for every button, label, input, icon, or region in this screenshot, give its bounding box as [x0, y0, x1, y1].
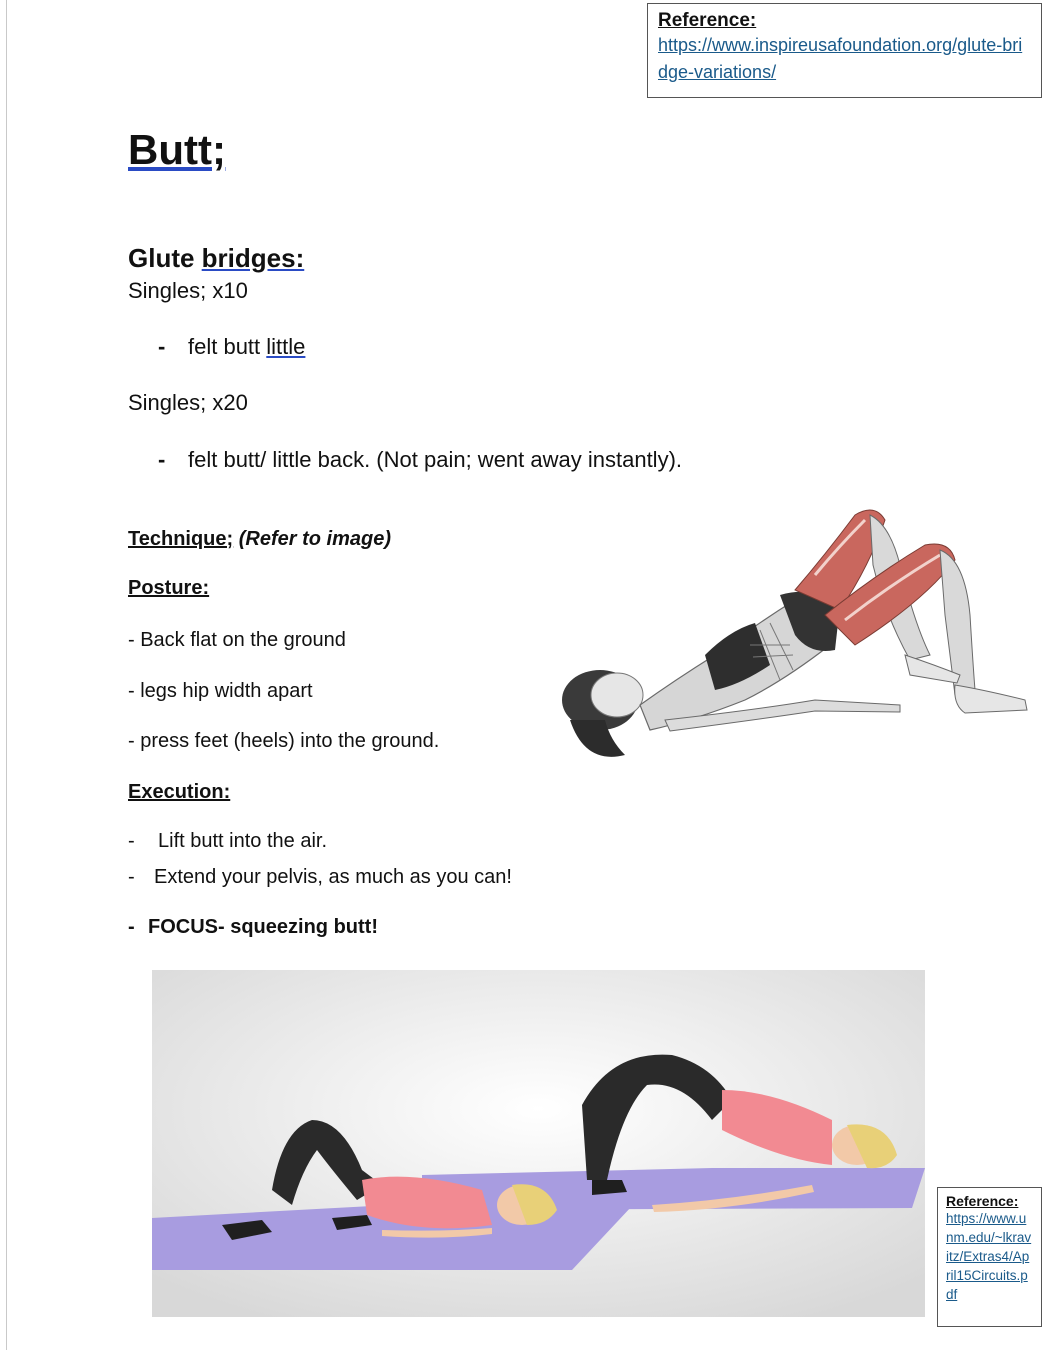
set-note-2-text: felt butt/ little back. (Not pain; went away instantly).	[188, 447, 683, 472]
page-left-edge	[6, 0, 7, 1350]
reference-link-bottom[interactable]: https://www.unm.edu/~lkravitz/Extras4/April15Circuits.pdf	[946, 1211, 1032, 1302]
reference-box-bottom	[937, 1187, 1042, 1327]
glute-bridge-anatomy-illustration	[555, 505, 1035, 785]
technique-title: Technique;	[128, 528, 234, 550]
set-note-1-text: felt butt	[188, 334, 267, 359]
posture-title: Posture:	[128, 577, 210, 599]
execution-item-1: - Lift butt into the air.	[128, 830, 327, 852]
posture-item-1: - Back flat on the ground	[128, 629, 346, 651]
section-heading	[128, 243, 304, 274]
glute-bridge-photo	[152, 970, 925, 1317]
reference-box-top	[647, 3, 1042, 98]
set-label-2: Singles; x20	[128, 390, 248, 415]
execution-title: Execution:	[128, 781, 231, 803]
set-note-2: - felt butt/ little back. (Not pain; went away instantly).	[158, 447, 683, 472]
reference-link[interactable]: https://www.inspireusafoundation.org/glute-bridge-variations/	[658, 35, 1023, 82]
execution-item-1-text: Lift butt into the air.	[158, 830, 327, 852]
execution-focus: - FOCUS- squeezing butt!	[128, 916, 378, 938]
technique-note: (Refer to image)	[238, 528, 391, 550]
posture-item-3: - press feet (heels) into the ground.	[128, 730, 440, 752]
section-heading-prefix: Glute	[128, 243, 202, 273]
reference-title: Reference:	[658, 10, 757, 31]
section-heading-underlined: bridges:	[201, 243, 305, 273]
technique-label	[128, 528, 391, 551]
execution-focus-text: FOCUS- squeezing butt!	[148, 916, 378, 938]
execution-label	[128, 781, 230, 804]
reference-title-bottom: Reference:	[946, 1193, 1019, 1209]
posture-label	[128, 577, 209, 600]
set-label-1: Singles; x10	[128, 278, 248, 303]
set-note-1: - felt butt little	[158, 334, 306, 359]
set-note-1-underlined: little	[266, 334, 306, 359]
page-heading: Butt;	[128, 126, 226, 173]
execution-item-2-text: Extend your pelvis, as much as you can!	[154, 866, 512, 888]
execution-item-2: - Extend your pelvis, as much as you can!	[128, 866, 512, 888]
posture-item-2: - legs hip width apart	[128, 680, 313, 702]
